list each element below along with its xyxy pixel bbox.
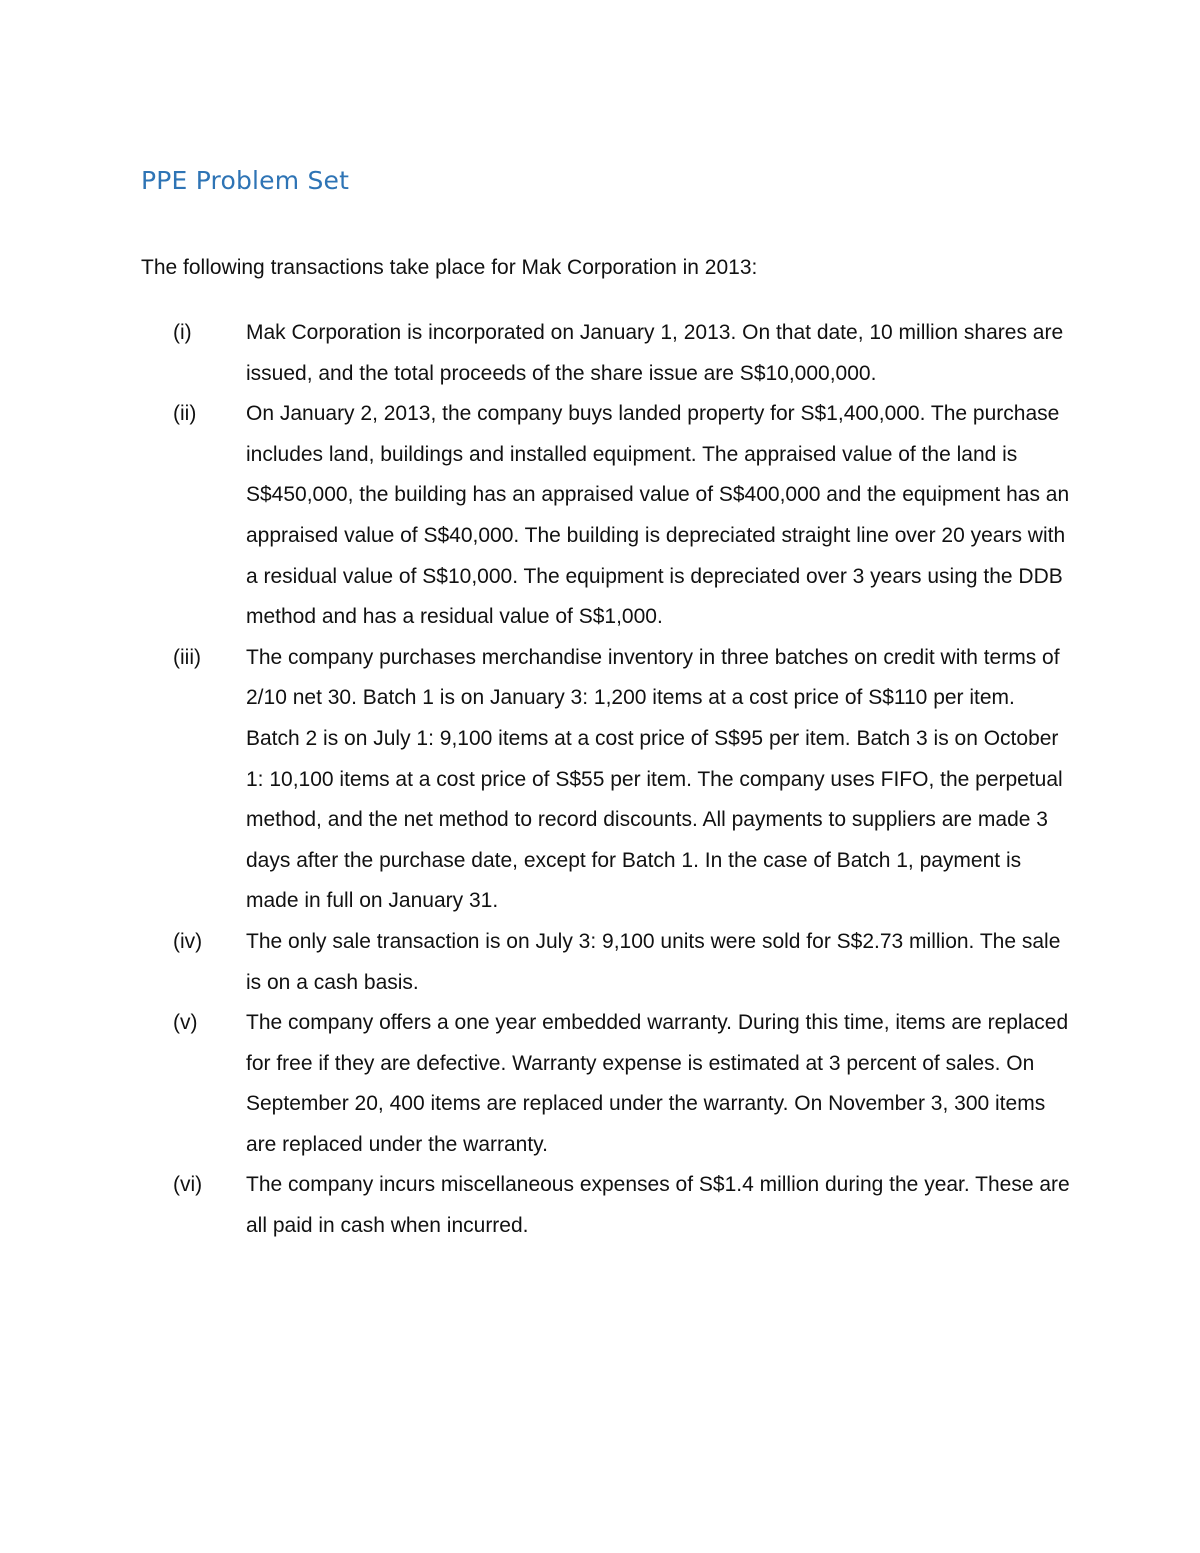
- list-item-marker: (iii): [173, 645, 201, 669]
- list-item-marker: (vi): [173, 1173, 203, 1197]
- list-item-text: Mak Corporation is incorporated on January 1, 2013. On that date, 10 million shares are issued, and the total proceeds of the share issue are S$10,000,000.: [246, 321, 1064, 385]
- list-item: [141, 922, 1071, 1003]
- document-title: PPE Problem Set: [141, 166, 350, 195]
- transaction-list: [141, 313, 1071, 1247]
- list-item-marker: (v): [173, 1011, 198, 1035]
- list-item: [141, 638, 1071, 922]
- list-item-text: The company purchases merchandise inventory in three batches on credit with terms of 2/10 net 30. Batch 1 is on January 3: 1,200 items at a cost price of S$110 per item. Batch 2 is on July 1: 9,100 items at a cost price of S$95 per item. Batch 3 is on October 1: 10,100 items at a cost price of S$55 per item. The company uses FIFO, the perpetual method, and the net method to record discounts. All payments to suppliers are made 3 days after the purchase date, except for Batch 1. In the case of Batch 1, payment is made in full on January 31.: [246, 645, 1063, 913]
- list-item-marker: (iv): [173, 929, 203, 953]
- list-item-text: The company incurs miscellaneous expenses of S$1.4 million during the year. These are all paid in cash when incurred.: [246, 1173, 1070, 1238]
- list-item: [141, 313, 1071, 394]
- list-item-marker: (i): [173, 321, 192, 344]
- list-item-text: On January 2, 2013, the company buys landed property for S$1,400,000. The purchase includes land, buildings and installed equipment. The appraised value of the land is S$450,000, the building has an appraised value of S$400,000 and the equipment has an appraised value of S$40,000. The building is depreciated straight line over 20 years with a residual value of S$10,000. The equipment is depreciated over 3 years using the DDB method and has a residual value of S$1,000.: [246, 402, 1070, 629]
- list-item-text: The only sale transaction is on July 3: 9,100 units were sold for S$2.73 million. The sale is on a cash basis.: [246, 929, 1061, 994]
- list-item: [141, 394, 1071, 638]
- intro-paragraph: The following transactions take place for Mak Corporation in 2013:: [141, 256, 758, 279]
- list-item-marker: (ii): [173, 402, 197, 426]
- list-item: [141, 1165, 1071, 1246]
- list-item: [141, 1003, 1071, 1165]
- list-item-text: The company offers a one year embedded warranty. During this time, items are replaced for free if they are defective. Warranty expense is estimated at 3 percent of sales. On September 20, 400 items are replaced under the warranty. On November 3, 300 items are replaced under the warranty.: [246, 1011, 1069, 1156]
